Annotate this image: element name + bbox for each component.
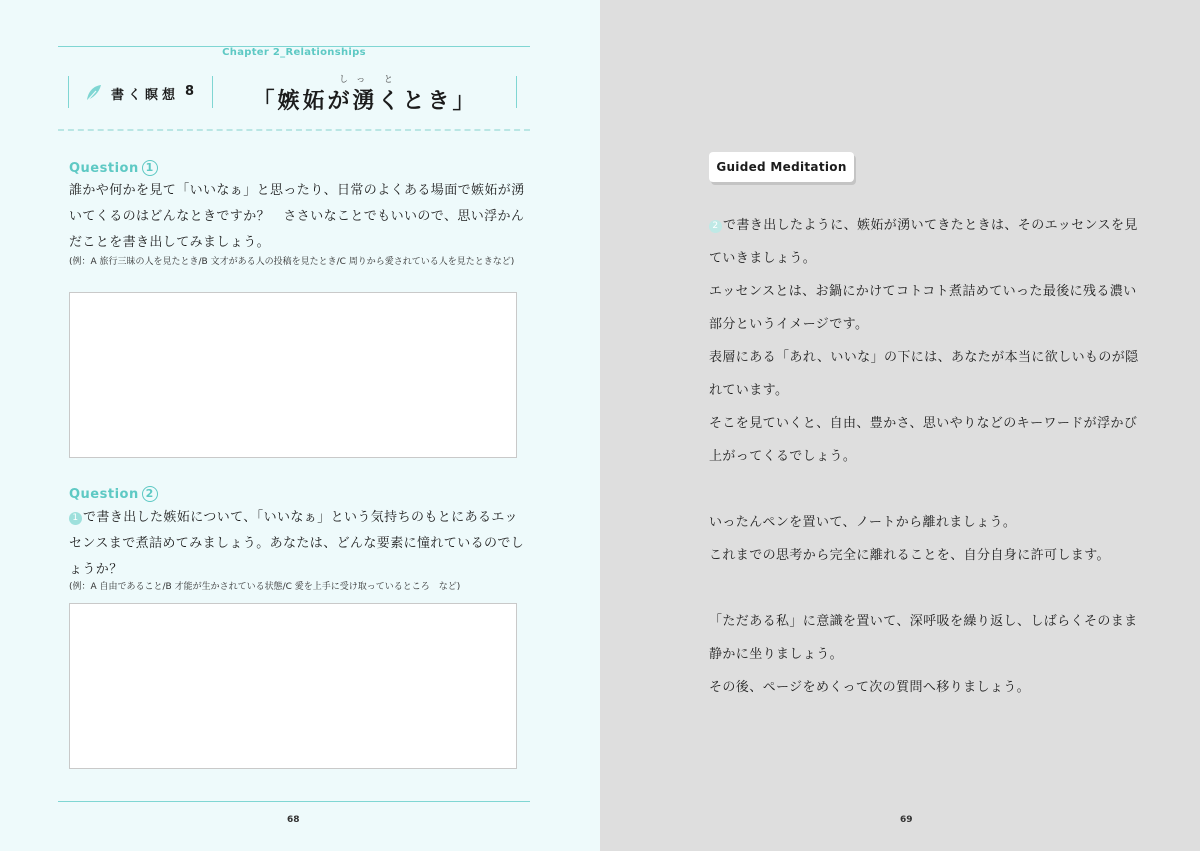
- page-number-right: 69: [900, 815, 913, 825]
- section-label: 書く瞑想: [111, 88, 180, 103]
- paragraph: いったんペンを置いて、ノートから離れましょう。: [709, 515, 1017, 530]
- question-2-label: Question 2: [69, 486, 158, 502]
- question-1-number: 1: [142, 160, 158, 176]
- paragraph: その後、ページをめくって次の質問へ移りましょう。: [709, 680, 1031, 695]
- paragraph: 「ただある私」に意識を置いて、深呼吸を繰り返し、しばらくそのまま静かに坐りましょう。: [709, 614, 1138, 662]
- feather-icon: [84, 83, 104, 103]
- paragraph: 表層にある「あれ、いいな」の下には、あなたが本当に欲しいものが隠れています。: [709, 350, 1139, 398]
- question-2-example: (例：A 自由であること/B 才能が生かされている状態/C 愛を上手に受け取っているところ など): [69, 582, 461, 592]
- question-1-text: 誰かや何かを見て「いいなぁ」と思ったり、日常のよくある場面で嫉妬が湧いてくるのはどんなときですか？ ささいなことでもいいので、思い浮かんだことを書き出してみましょう。: [69, 183, 525, 250]
- page-title: 「嫉妬が湧くとき」: [252, 89, 478, 114]
- reference-2-badge: 2: [709, 220, 722, 233]
- paragraph: 2 で書き出したように、嫉妬が湧いてきたときは、そのエッセンスを見ていきましょう。: [709, 218, 1138, 266]
- footer-divider: [58, 801, 530, 802]
- question-2-text-block: [69, 505, 525, 583]
- header-divider: [212, 76, 213, 108]
- header-divider: [68, 76, 69, 108]
- paragraph: これまでの思考から完全に離れることを、自分自身に許可します。: [709, 548, 1110, 563]
- question-1-label: Question 1: [69, 160, 158, 176]
- question-2-text: で書き出した嫉妬について、「いいなぁ」という気持ちのもとにあるエッセンスまで煮詰めてみましょう。あなたは、どんな要素に憧れているのでしょうか？: [69, 510, 525, 577]
- question-2-number: 2: [142, 486, 158, 502]
- section-number: 8: [185, 84, 195, 99]
- answer-box-1[interactable]: [69, 292, 517, 458]
- title-ruby: しっ と: [339, 75, 401, 85]
- chapter-label: Chapter 2_Relationships: [0, 40, 588, 59]
- paragraph: エッセンスとは、お鍋にかけてコトコト煮詰めていった最後に残る濃い部分というイメージです。: [709, 284, 1137, 332]
- paragraph: そこを見ていくと、自由、豊かさ、思いやりなどのキーワードが浮かび上がってくるでしょう。: [709, 416, 1138, 464]
- guided-meditation-tag: Guided Meditation: [709, 152, 854, 182]
- dashed-divider: [58, 129, 530, 131]
- question-1-example: (例：A 旅行三昧の人を見たとき/B 文才がある人の投稿を見たとき/C 周りから愛されている人を見たときなど): [69, 257, 515, 267]
- answer-box-2[interactable]: [69, 603, 517, 769]
- header-divider: [516, 76, 517, 108]
- reference-1-badge: 1: [69, 512, 82, 525]
- page-number-left: 68: [287, 815, 300, 825]
- meditation-text: [709, 209, 1149, 704]
- title-block: [214, 72, 516, 115]
